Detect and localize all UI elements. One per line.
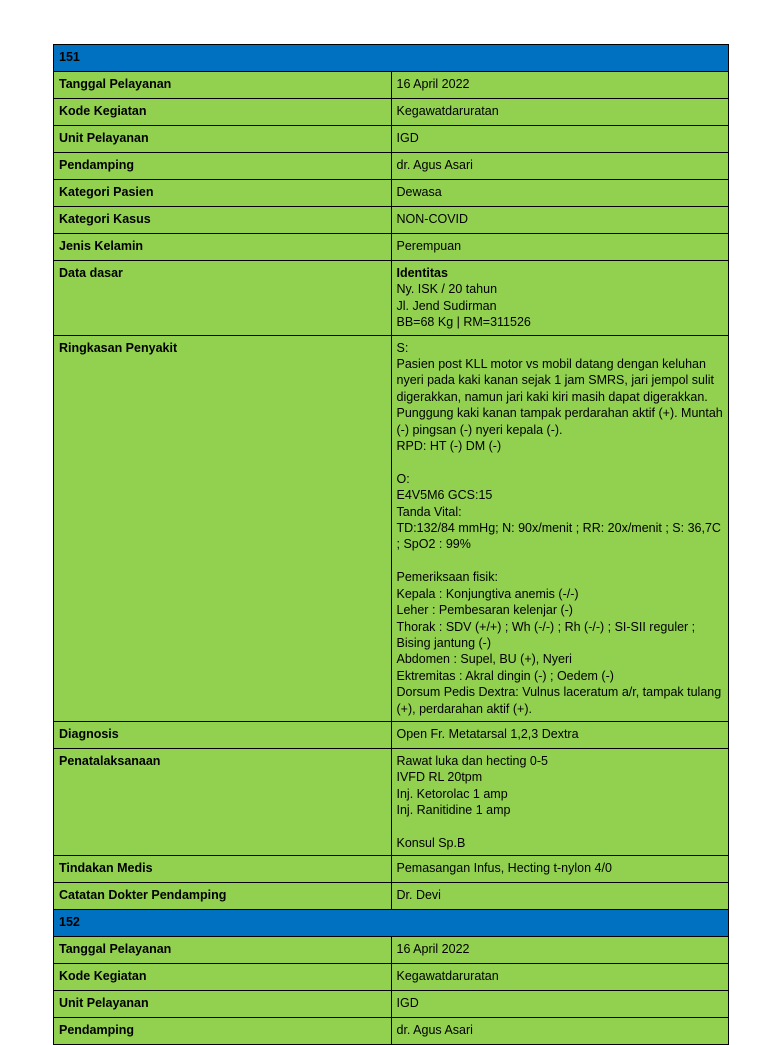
field-row <box>54 721 729 748</box>
field-value-line: S: <box>396 340 409 355</box>
field-value-line: Dewasa <box>396 185 442 199</box>
field-label: Tanggal Pelayanan <box>54 937 392 964</box>
field-label: Catatan Dokter Pendamping <box>54 883 392 910</box>
field-value-line: Abdomen : Supel, BU (+), Nyeri <box>396 652 572 667</box>
field-row <box>54 748 729 855</box>
field-row <box>54 964 729 991</box>
logbook-body <box>54 45 729 1045</box>
field-value-line: O: <box>396 471 410 486</box>
field-value-line: Identitas <box>396 266 448 280</box>
record-header-row <box>54 45 729 72</box>
field-value <box>391 153 729 180</box>
record-header-row <box>54 910 729 937</box>
field-label: Unit Pelayanan <box>54 126 392 153</box>
field-value-line: Kepala : Konjungtiva anemis (-/-) <box>396 586 579 601</box>
field-value-line: dr. Agus Asari <box>396 158 473 172</box>
field-value-line: IGD <box>396 131 419 145</box>
field-value-line: Pemeriksaan fisik: <box>396 570 498 585</box>
field-row <box>54 261 729 336</box>
field-label: Tanggal Pelayanan <box>54 72 392 99</box>
field-value-line: E4V5M6 GCS:15 <box>396 488 493 503</box>
field-value <box>391 335 729 721</box>
field-value-line: Perempuan <box>396 239 462 253</box>
field-row <box>54 207 729 234</box>
field-value-line: Ektremitas : Akral dingin (-) ; Oedem (-) <box>396 668 614 683</box>
field-row <box>54 99 729 126</box>
field-value <box>391 856 729 883</box>
field-value <box>391 207 729 234</box>
field-value <box>391 721 729 748</box>
record-number: 152 <box>54 910 729 937</box>
field-value <box>391 72 729 99</box>
field-value <box>391 261 729 336</box>
field-value <box>391 883 729 910</box>
field-value-line: Thorak : SDV (+/+) ; Wh (-/-) ; Rh (-/-) ; SI-SII reguler ; Bising jantung (-) <box>396 619 699 650</box>
field-value <box>391 180 729 207</box>
field-value-line: RPD: HT (-) DM (-) <box>396 439 502 454</box>
field-label: Tindakan Medis <box>54 856 392 883</box>
field-label: Kategori Pasien <box>54 180 392 207</box>
field-value-line: Dorsum Pedis Dextra: Vulnus laceratum a/r, tampak tulang (+), perdarahan aktif (+). <box>396 685 725 716</box>
field-value-line: Inj. Ranitidine 1 amp <box>396 803 511 818</box>
field-label: Pendamping <box>54 1018 392 1045</box>
field-value <box>391 991 729 1018</box>
logbook-table <box>53 44 729 1045</box>
record-number: 151 <box>54 45 729 72</box>
field-label: Kode Kegiatan <box>54 99 392 126</box>
field-label: Data dasar <box>54 261 392 336</box>
field-value-line: Pasien post KLL motor vs mobil datang dengan keluhan nyeri pada kaki kanan sejak 1 jam SMRS, jari jempol sulit digerakkan, namun jari kaki kiri masih dapat digerakkan. Punggung kaki kanan tampak perdarahan aktif (+). Muntah (-) pingsan (-) nyeri kepala (-). <box>396 357 727 437</box>
field-value-line: Ny. ISK / 20 tahun <box>396 282 498 297</box>
field-value <box>391 964 729 991</box>
field-row <box>54 153 729 180</box>
field-value-line <box>397 819 724 835</box>
field-value <box>391 126 729 153</box>
field-value <box>391 99 729 126</box>
field-value-line: Jl. Jend Sudirman <box>396 298 497 313</box>
field-value-line: Rawat luka dan hecting 0-5 <box>396 753 548 768</box>
field-value-line: IVFD RL 20tpm <box>396 770 483 785</box>
field-row <box>54 126 729 153</box>
field-value <box>391 937 729 964</box>
field-row <box>54 856 729 883</box>
field-value-line: dr. Agus Asari <box>396 1023 473 1038</box>
field-value-line: 16 April 2022 <box>396 77 470 91</box>
field-value-line: Open Fr. Metatarsal 1,2,3 Dextra <box>396 726 579 741</box>
field-value-line: BB=68 Kg | RM=311526 <box>396 315 531 330</box>
field-row <box>54 72 729 99</box>
field-value-line: Dr. Devi <box>396 888 441 903</box>
field-label: Ringkasan Penyakit <box>54 335 392 721</box>
field-value <box>391 748 729 855</box>
field-value-line: Konsul Sp.B <box>396 835 466 850</box>
field-row <box>54 883 729 910</box>
field-row <box>54 937 729 964</box>
field-row <box>54 991 729 1018</box>
field-value <box>391 234 729 261</box>
field-value-line: Inj. Ketorolac 1 amp <box>396 786 508 801</box>
field-row <box>54 180 729 207</box>
field-value-line: NON-COVID <box>396 212 469 226</box>
field-value <box>391 1018 729 1045</box>
field-value-line: IGD <box>396 996 419 1011</box>
field-label: Kategori Kasus <box>54 207 392 234</box>
field-value-line <box>397 454 724 470</box>
field-value-line: TD:132/84 mmHg; N: 90x/menit ; RR: 20x/menit ; S: 36,7C ; SpO2 : 99% <box>396 521 725 552</box>
field-label: Unit Pelayanan <box>54 991 392 1018</box>
field-label: Pendamping <box>54 153 392 180</box>
field-value-line: 16 April 2022 <box>396 942 470 957</box>
field-label: Penatalaksanaan <box>54 748 392 855</box>
field-value-line <box>397 553 724 569</box>
field-value-line: Kegawatdaruratan <box>396 969 499 984</box>
field-row <box>54 234 729 261</box>
field-value-line: Kegawatdaruratan <box>396 104 499 118</box>
field-value-line: Pemasangan Infus, Hecting t-nylon 4/0 <box>396 861 612 876</box>
field-row <box>54 335 729 721</box>
field-label: Kode Kegiatan <box>54 964 392 991</box>
field-value-line: Tanda Vital: <box>396 504 462 519</box>
field-row <box>54 1018 729 1045</box>
field-label: Jenis Kelamin <box>54 234 392 261</box>
field-label: Diagnosis <box>54 721 392 748</box>
field-value-line: Leher : Pembesaran kelenjar (-) <box>396 603 573 618</box>
